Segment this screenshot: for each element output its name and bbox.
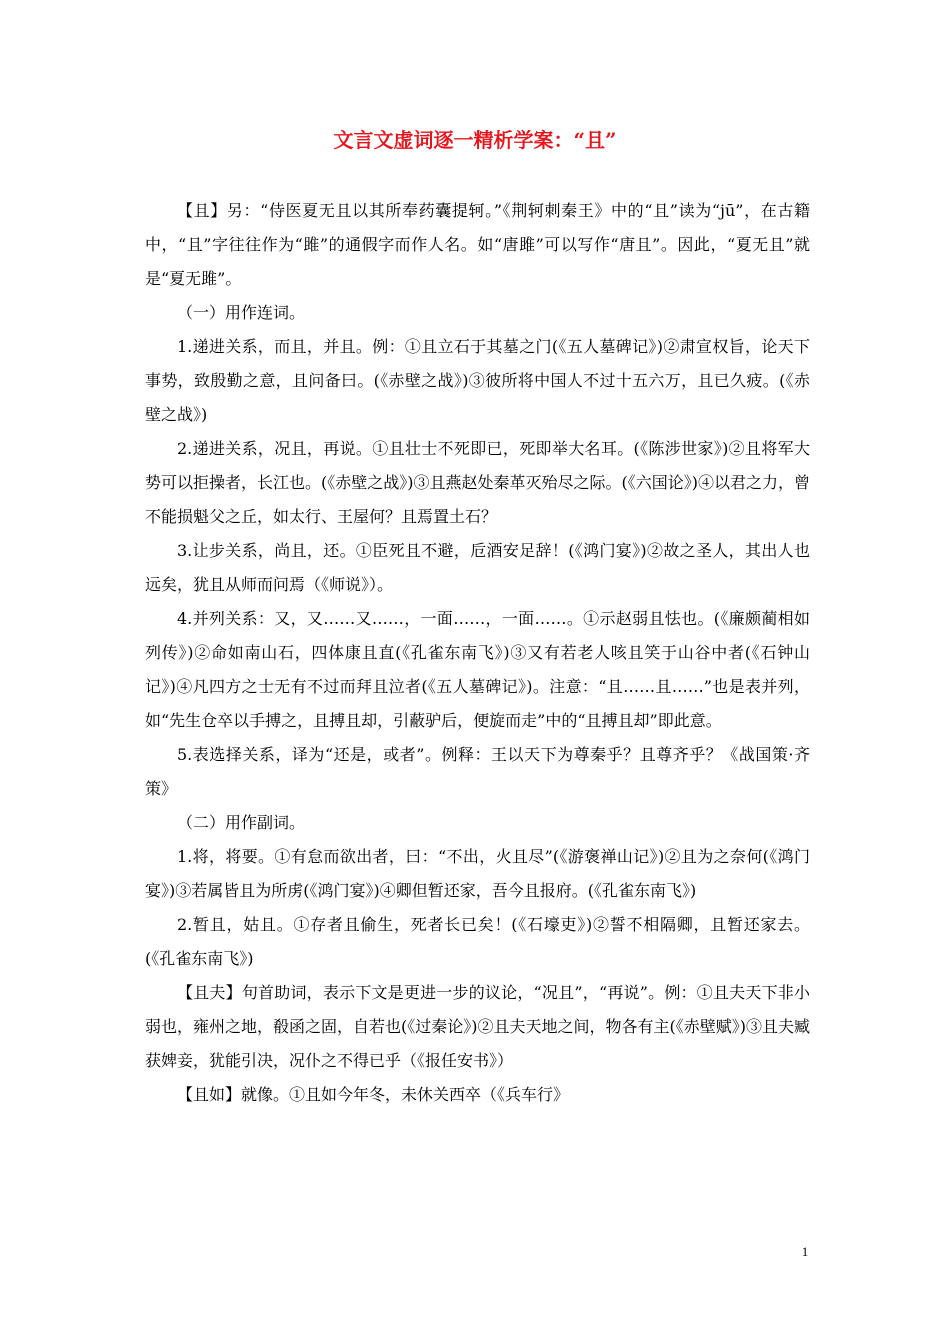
paragraph-qiefu: 【且夫】句首助词，表示下文是更进一步的议论，“况且”，“再说”。例：①且夫天下非小弱也，雍州之地，殽函之固，自若也(《过秦论》)②且夫天地之间，物各有主(《赤壁赋》)③且夫臧获婢妾，犹能引决，况仆之不得已乎（《报任安书》） — [145, 983, 810, 1070]
section-heading-conjunction: （一）用作连词。 — [177, 303, 306, 322]
paragraph-conjunction-1: 1.递进关系，而且，并且。例：①且立石于其墓之门(《五人墓碑记》)②肃宣权旨，论天下事势，致殷勤之意，且问备曰。(《赤壁之战》)③彼所将中国人不过十五六万，且已久疲。(《赤壁之战》) — [145, 337, 810, 424]
paragraph-conjunction-4: 4.并列关系：又，又……又……，一面……，一面……。①示赵弱且怯也。(《廉颇蔺相如列传》)②命如南山石，四体康且直(《孔雀东南飞》)③又有若老人咳且笑于山谷中者(《石钟山记》)④凡四方之士无有不过而拜且泣者(《五人墓碑记》)。注意：“且……且……”也是表并列，如“先生仓卒以手搏之，且搏且却，引蔽驴后，便旋而走”中的“且搏且却”即此意。 — [145, 609, 810, 730]
paragraph-qie-intro: 【且】另：“侍医夏无且以其所奉药囊提轲。”《荆轲刺秦王》中的“且”读为“jū”，在古籍中，“且”字往往作为“雎”的通假字而作人名。如“唐雎”可以写作“唐且”。因此，“夏无且”就是“夏无雎”。 — [145, 201, 810, 288]
paragraph-conjunction-2: 2.递进关系，况且，再说。①且壮士不死即已，死即举大名耳。(《陈涉世家》)②且将军大势可以拒操者，长江也。(《赤壁之战》)③且燕赵处秦革灭殆尽之际。(《六国论》)④以君之力，曾不能损魁父之丘，如太行、王屋何？且焉置土石？ — [145, 439, 810, 526]
document-body — [145, 194, 810, 1112]
paragraph-conjunction-5: 5.表选择关系，译为“还是，或者”。例释：王以天下为尊秦乎？且尊齐乎？《战国策·齐策》 — [145, 745, 810, 798]
paragraph-qieru: 【且如】就像。①且如今年冬，未休关西卒（《兵车行》 — [177, 1085, 570, 1104]
page-number: 1 — [801, 1244, 809, 1259]
section-heading-adverb: （二）用作副词。 — [177, 813, 306, 832]
paragraph-adverb-2: 2.暂且，姑且。①存者且偷生，死者长已矣！(《石壕吏》)②誓不相隔卿，且暂还家去。(《孔雀东南飞》) — [145, 915, 810, 968]
paragraph-conjunction-3: 3.让步关系，尚且，还。①臣死且不避，卮酒安足辞！(《鸿门宴》)②故之圣人，其出人也远矣，犹且从师而问焉（《师说》）。 — [145, 541, 810, 594]
paragraph-adverb-1: 1.将，将要。①有怠而欲出者，曰：“不出，火且尽”(《游褒禅山记》)②且为之奈何(《鸿门宴》)③若属皆且为所虏(《鸿门宴》)④卿但暂还家，吾今且报府。(《孔雀东南飞》) — [145, 847, 810, 900]
document-title: 文言文虚词逐一精析学案：“且” — [333, 128, 617, 152]
